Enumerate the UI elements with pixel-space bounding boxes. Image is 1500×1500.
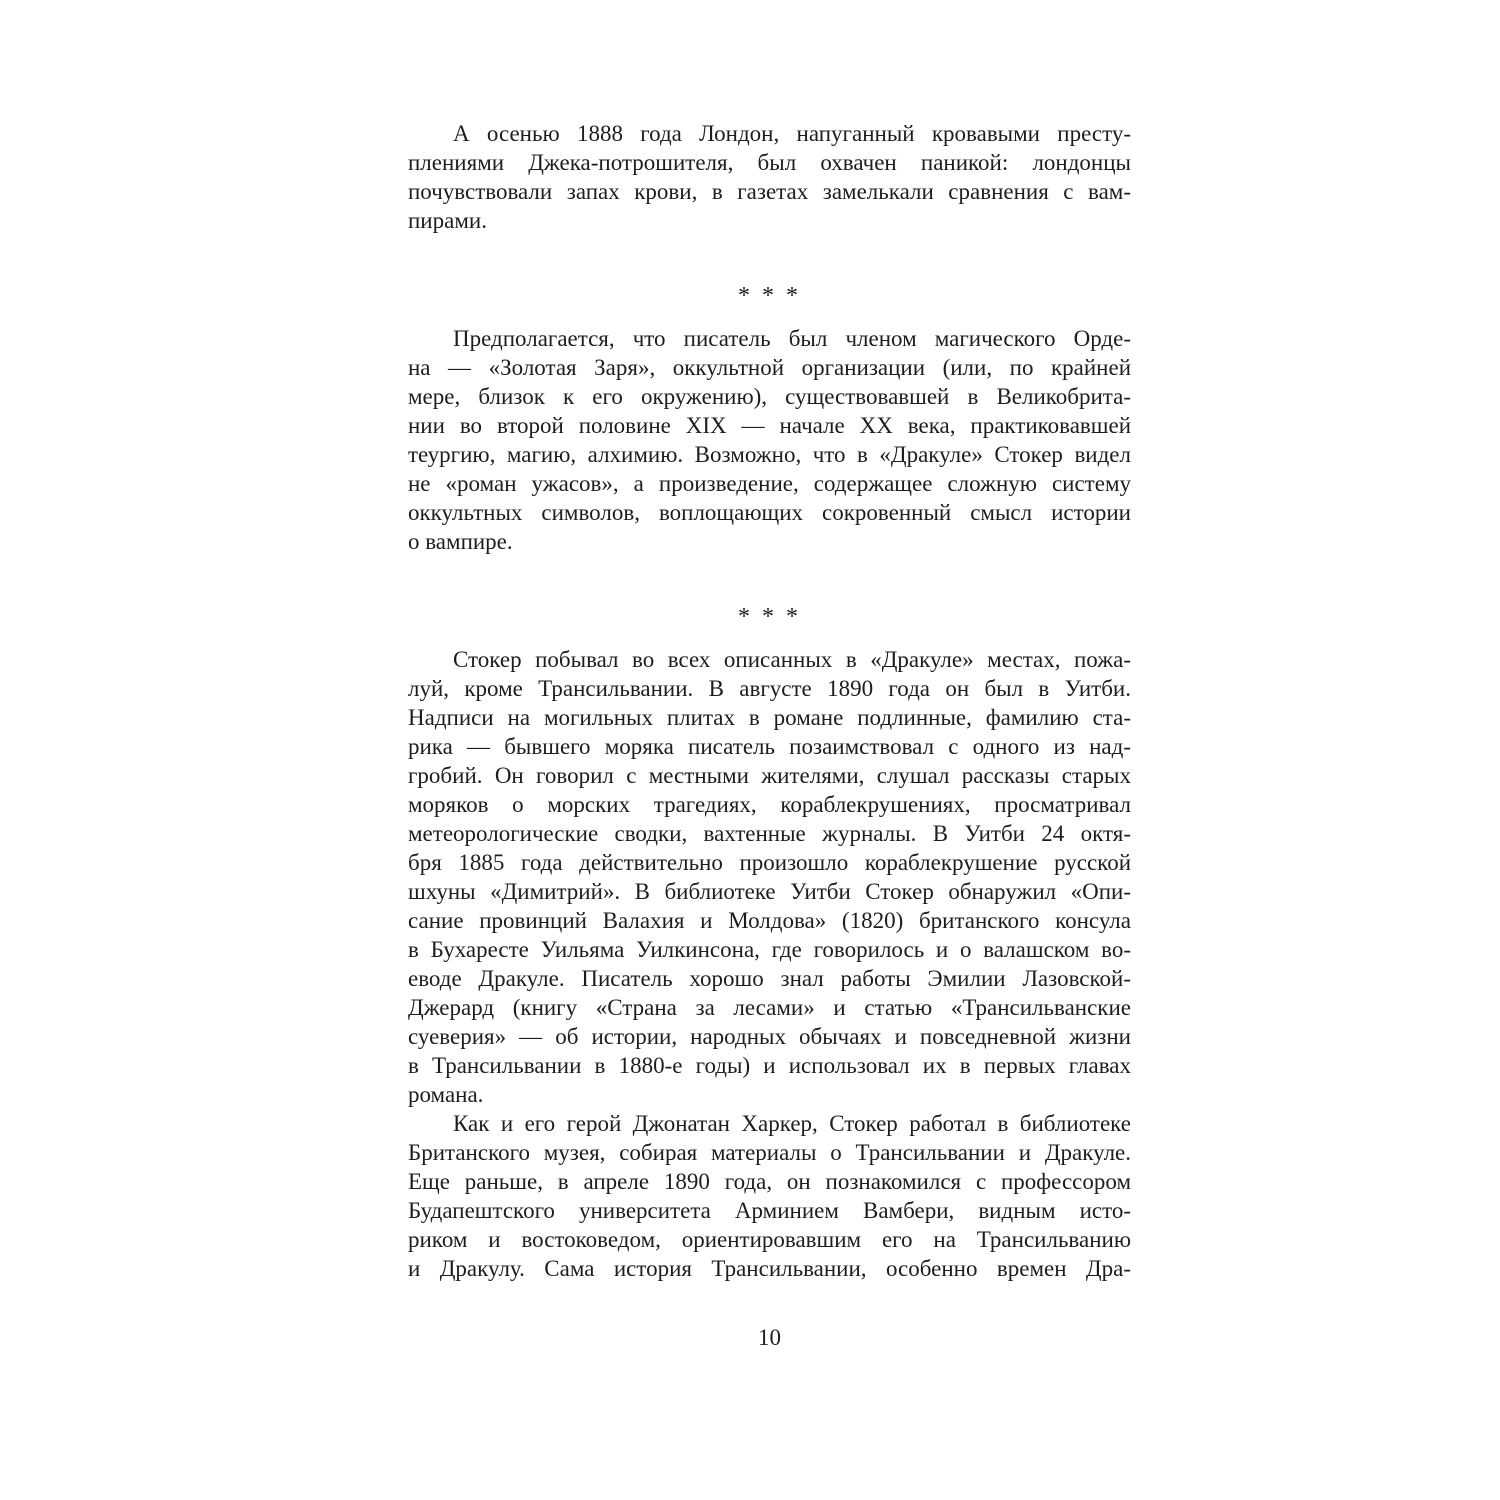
- paragraph: [408, 324, 1131, 556]
- text-line: оккультных символов, воплощающих сокровенный смысл истории: [408, 500, 1131, 525]
- text-line: романа.: [408, 1082, 484, 1107]
- text-line: А осенью 1888 года Лондон, напуганный кровавыми престу-: [453, 121, 1131, 146]
- text-line: не «роман ужасов», а произведение, содержащее сложную систему: [408, 471, 1131, 496]
- text-line: моряков о морских трагедиях, кораблекрушениях, просматривал: [408, 792, 1131, 817]
- text-line: Джерард (книгу «Страна за лесами» и статью «Трансильванские: [408, 995, 1131, 1020]
- text-line: Британского музея, собирая материалы о Трансильвании и Дракуле.: [408, 1140, 1131, 1165]
- text-line: на — «Золотая Заря», оккультной организации (или, по крайней: [408, 355, 1131, 380]
- text-line: бря 1885 года действительно произошло кораблекрушение русской: [408, 850, 1131, 875]
- text-line: мере, близок к его окружению), существовавшей в Великобрита-: [408, 384, 1131, 409]
- text-line: Как и его герой Джонатан Харкер, Стокер работал в библиотеке: [453, 1111, 1131, 1136]
- page-number: 10: [758, 1325, 781, 1350]
- text-line: в Трансильвании в 1880-е годы) и использовал их в первых главах: [408, 1053, 1131, 1078]
- text-line: риком и востоковедом, ориентировавшим его на Трансильванию: [408, 1227, 1131, 1252]
- text-line: рика — бывшего моряка писатель позаимствовал с одного из над-: [408, 734, 1131, 759]
- text-line: луй, кроме Трансильвании. В августе 1890 года он был в Уитби.: [408, 676, 1131, 701]
- text-line: Еще раньше, в апреле 1890 года, он познакомился с профессором: [408, 1169, 1131, 1194]
- text-line: в Бухаресте Уильяма Уилкинсона, где говорилось и о валашском во-: [408, 937, 1131, 962]
- paragraph: [408, 645, 1131, 1109]
- paragraph: [408, 119, 1131, 235]
- section-separator: * * *: [738, 604, 801, 630]
- text-line: сание провинций Валахия и Молдова» (1820) британского консула: [408, 908, 1131, 933]
- text-line: почувствовали запах крови, в газетах замелькали сравнения с вам-: [408, 179, 1131, 204]
- text-line: Надписи на могильных плитах в романе подлинные, фамилию ста-: [408, 705, 1131, 730]
- text-line: пирами.: [408, 208, 487, 233]
- text-block: [408, 119, 1131, 1283]
- text-line: суеверия» — об истории, народных обычаях и повседневной жизни: [408, 1024, 1131, 1049]
- text-line: Предполагается, что писатель был членом магического Орде-: [453, 326, 1131, 351]
- text-line: Стокер побывал во всех описанных в «Дракуле» местах, пожа-: [453, 647, 1131, 672]
- text-line: шхуны «Димитрий». В библиотеке Уитби Стокер обнаружил «Опи-: [408, 879, 1131, 904]
- text-line: нии во второй половине XIX — начале XX века, практиковавшей: [408, 413, 1131, 438]
- text-line: и Дракулу. Сама история Трансильвании, особенно времен Дра-: [408, 1256, 1131, 1281]
- text-line: теургию, магию, алхимию. Возможно, что в «Дракуле» Стокер видел: [408, 442, 1131, 467]
- text-line: о вампире.: [408, 529, 513, 554]
- text-line: Будапештского университета Арминием Вамбери, видным исто-: [408, 1198, 1131, 1223]
- text-line: плениями Джека-потрошителя, был охвачен паникой: лондонцы: [408, 150, 1131, 175]
- text-line: метеорологические сводки, вахтенные журналы. В Уитби 24 октя-: [408, 821, 1131, 846]
- section-separator: * * *: [738, 283, 801, 309]
- text-line: еводе Дракуле. Писатель хорошо знал работы Эмилии Лазовской-: [408, 966, 1131, 991]
- text-line: гробий. Он говорил с местными жителями, слушал рассказы старых: [408, 763, 1131, 788]
- paragraph: [408, 1109, 1131, 1283]
